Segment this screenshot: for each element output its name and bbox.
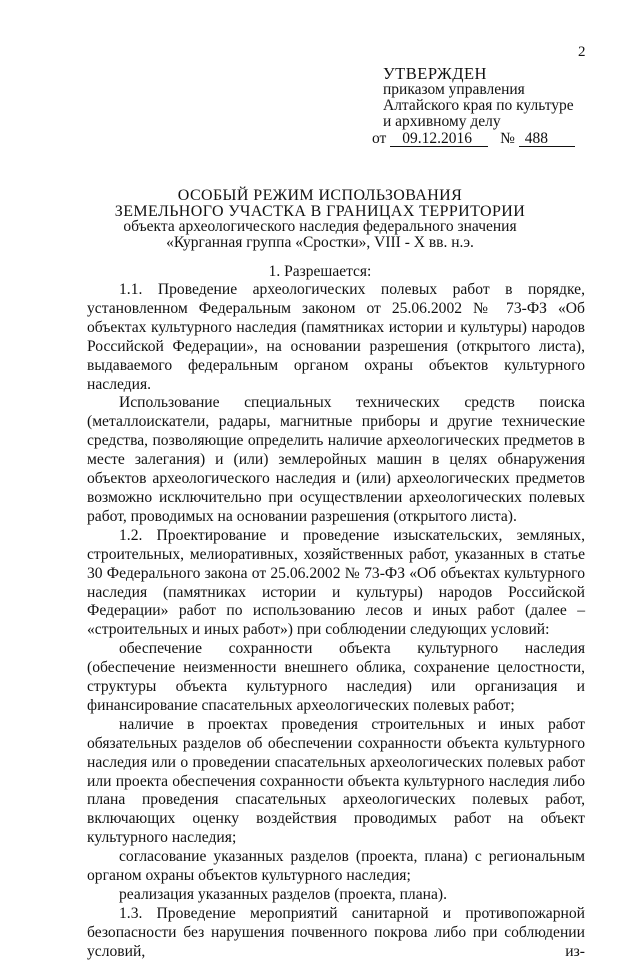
paragraph: обеспечение сохранности объекта культурного наследия (обеспечение неизменности внешнего облика, сохранение целостности, структуры объекта культурного наследия) или организация и финансирование спасательных археологических полевых работ; [87, 640, 585, 714]
approval-line: Алтайского края по культуре [383, 97, 574, 114]
section-title: 1. Разрешается: [268, 263, 372, 280]
paragraph: 1.2. Проектирование и проведение изыскательских, земляных, строительных, мелиоративных, хозяйственных работ, указанных в статье 30 Федерального закона от 25.06.2002 № 73-ФЗ «Об объектах культурного наследия (памятниках истории и культуры) народов Российской Федерации» работ по использованию лесов и иных работ (далее – «строительных и иных работ») при соблюдении следующих условий: [87, 526, 585, 639]
paragraph: согласование указанных разделов (проекта, плана) с региональным органом охраны объектов культурного наследия; [87, 848, 585, 885]
paragraph: 1.3. Проведение мероприятий санитарной и противопожарной безопасности без нарушения почвенного покрова либо при соблюдении условий, из- [87, 904, 585, 960]
approval-line: и архивному делу [383, 113, 501, 130]
approval-date-line [372, 131, 575, 147]
document-body [87, 281, 585, 962]
approval-block [372, 64, 575, 147]
heading-line: ЗЕМЕЛЬНОГО УЧАСТКА В ГРАНИЦАХ ТЕРРИТОРИИ [114, 202, 526, 220]
paragraph: Использование специальных технических средств поиска (металлоискатели, радары, магнитные приборы и другие технические средства, позволяющие определить наличие археологических предметов в месте залегания) и (или) землеройных машин в целях обнаружения объектов археологического наследия и (или) археологических предметов возможно исключительно при осуществлении археологических полевых работ, проводимых на основании разрешения (открытого листа). [87, 394, 585, 525]
paragraph: 1.1. Проведение археологических полевых работ в порядке, установленном Федеральным законом от 25.06.2002 № 73-ФЗ «Об объектах культурного наследия (памятниках истории и культуры) народов Российской Федерации», на основании разрешения (открытого листа), выдаваемого федеральным органом охраны объектов культурного наследия. [87, 281, 585, 393]
document-heading [60, 188, 580, 250]
number-prefix: № [500, 130, 515, 147]
heading-subline: «Курганная группа «Сростки», VIII - X вв. н.э. [166, 233, 474, 251]
page-number: 2 [578, 44, 586, 60]
approval-number: 488 [519, 131, 575, 147]
approval-date: 09.12.2016 [390, 131, 488, 147]
date-prefix: от [372, 130, 387, 147]
approval-title: УТВЕРЖДЕН [383, 64, 487, 83]
heading-subline: объекта археологического наследия федерального значения [123, 218, 517, 235]
paragraph: реализация указанных разделов (проекта, плана). [119, 886, 447, 903]
heading-line: ОСОБЫЙ РЕЖИМ ИСПОЛЬЗОВАНИЯ [177, 187, 463, 204]
paragraph: наличие в проектах проведения строительных и иных работ обязательных разделов об обеспечении сохранности объекта культурного наследия или о проведении спасательных археологических полевых работ или проекта обеспечения сохранности объекта культурного наследия либо плана проведения спасательных археологических полевых работ, включающих оценку воздействия проводимых работ на объект культурного наследия; [87, 715, 585, 847]
approval-line: приказом управления [383, 81, 525, 98]
